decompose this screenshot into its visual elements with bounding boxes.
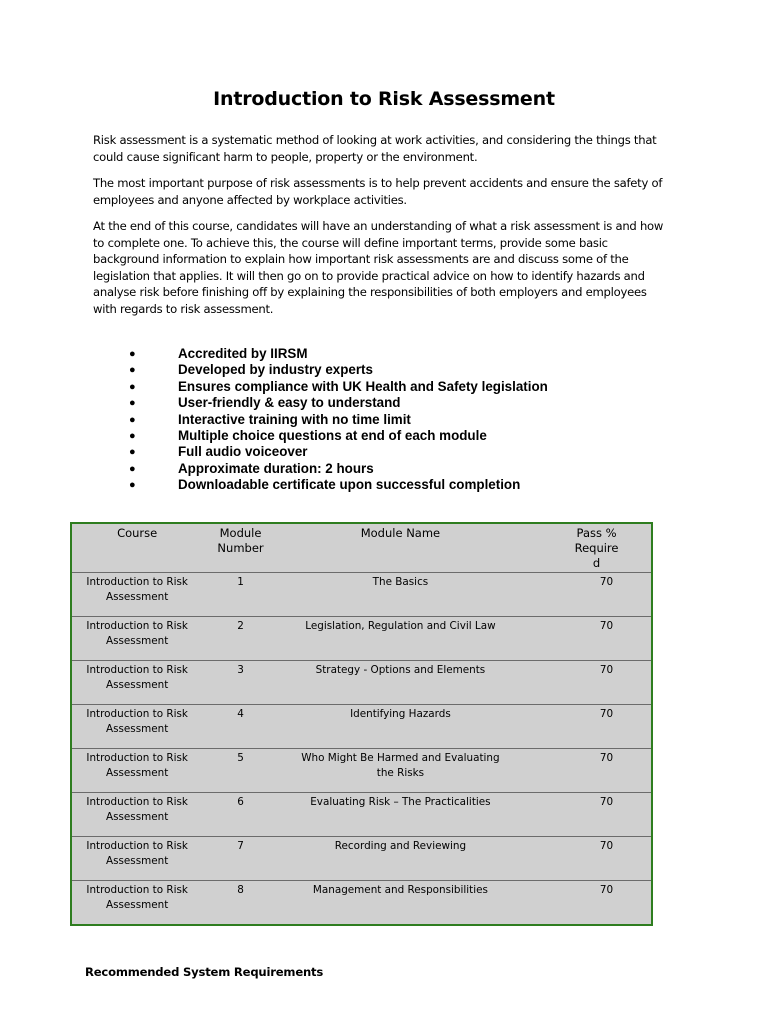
header-module-name: Module Name <box>279 524 522 573</box>
cell-module-name: Identifying Hazards <box>279 705 522 749</box>
feature-item <box>127 379 687 395</box>
table-row <box>72 573 651 617</box>
feature-text: Developed by industry experts <box>178 362 373 378</box>
cell-pass: 70 <box>522 661 651 705</box>
cell-module-number: 3 <box>202 661 278 705</box>
cell-pass: 70 <box>599 884 614 896</box>
table-row <box>72 705 651 749</box>
header-module-number <box>202 524 278 573</box>
intro-paragraph-2: The most important purpose of risk assessments is to help prevent accidents and ensure the safety of employees and anyone affected by workplace activities. <box>93 176 663 207</box>
cell-module-name: Management and Responsibilities <box>312 884 488 896</box>
bullet-icon: ● <box>129 462 136 475</box>
cell-pass: 70 <box>522 573 651 617</box>
bullet-icon: ● <box>129 479 136 492</box>
cell-module-name: Evaluating Risk – The Practicalities <box>279 793 522 837</box>
page-title: Introduction to Risk Assessment <box>213 88 555 110</box>
cell-course: Introduction to Risk Assessment <box>72 661 202 705</box>
feature-item <box>127 412 687 428</box>
feature-text: Interactive training with no time limit <box>178 411 411 427</box>
header-pass-required <box>522 524 651 573</box>
feature-text: Approximate duration: 2 hours <box>178 460 374 476</box>
feature-item <box>127 362 687 378</box>
bullet-icon: ● <box>129 397 136 410</box>
cell-module-number: 4 <box>202 705 278 749</box>
feature-text: Accredited by IIRSM <box>178 346 308 361</box>
feature-list <box>127 346 687 494</box>
bullet-icon: ● <box>129 380 136 393</box>
feature-item <box>127 346 687 362</box>
feature-text: Full audio voiceover <box>178 444 308 460</box>
system-requirements-heading: Recommended System Requirements <box>85 965 324 979</box>
cell-course: Introduction to Risk Assessment <box>72 749 202 793</box>
feature-text: Multiple choice questions at end of each module <box>178 427 487 443</box>
modules-table <box>72 524 651 924</box>
feature-item <box>127 444 687 460</box>
cell-pass: 70 <box>522 617 651 661</box>
cell-module-number: 1 <box>202 573 278 617</box>
feature-item <box>127 461 687 477</box>
feature-item <box>127 428 687 444</box>
modules-table-container <box>70 522 653 926</box>
feature-item <box>127 395 687 411</box>
bullet-icon: ● <box>129 446 136 459</box>
cell-module-number: 8 <box>237 884 244 896</box>
cell-course: Introduction to Risk Assessment <box>72 573 202 617</box>
cell-module-number: 5 <box>202 749 278 793</box>
cell-module-name: The Basics <box>279 573 522 617</box>
intro-paragraph-1: Risk assessment is a systematic method of looking at work activities, and considering the things that could cause significant harm to people, property or the environment. <box>93 133 657 164</box>
cell-pass: 70 <box>522 837 651 881</box>
cell-course: Introduction to Risk Assessment <box>72 617 202 661</box>
header-course: Course <box>72 524 202 573</box>
table-row <box>72 749 651 793</box>
cell-module-number: 6 <box>202 793 278 837</box>
feature-text: Ensures compliance with UK Health and Safety legislation <box>178 378 548 394</box>
intro-paragraph-3: At the end of this course, candidates will have an understanding of what a risk assessment is and how to complete one. To achieve this, the course will define important terms, provide some basic background information to explain how important risk assessments are and discuss some of the legislation that applies. It will then go on to provide practical advice on how to identify hazards and analyse risk before finishing off by explaining the responsibilities of both employers and employees with regards to risk assessment. <box>93 219 664 316</box>
table-row <box>72 617 651 661</box>
cell-module-name: Legislation, Regulation and Civil Law <box>279 617 522 661</box>
table-row <box>72 661 651 705</box>
bullet-icon: ● <box>129 413 136 426</box>
cell-pass: 70 <box>522 705 651 749</box>
table-header-row <box>72 524 651 573</box>
cell-module-name: Strategy - Options and Elements <box>279 661 522 705</box>
header-pass-label: Pass % Required <box>574 526 619 570</box>
table-row <box>72 881 651 925</box>
cell-module-name <box>279 749 522 793</box>
cell-module-name-text: Who Might Be Harmed and Evaluating the Risks <box>301 752 500 779</box>
feature-text: Downloadable certificate upon successful completion <box>178 477 521 493</box>
cell-module-number: 7 <box>202 837 278 881</box>
cell-module-name: Recording and Reviewing <box>279 837 522 881</box>
header-module-number-label: Module Number <box>217 526 264 555</box>
cell-course: Introduction to Risk Assessment <box>86 884 188 911</box>
bullet-icon: ● <box>129 348 136 360</box>
cell-course: Introduction to Risk Assessment <box>72 837 202 881</box>
feature-item <box>127 477 687 493</box>
feature-text: User-friendly & easy to understand <box>178 395 401 411</box>
cell-pass: 70 <box>522 749 651 793</box>
bullet-icon: ● <box>129 364 136 377</box>
cell-pass: 70 <box>522 793 651 837</box>
cell-course: Introduction to Risk Assessment <box>72 793 202 837</box>
cell-module-number: 2 <box>202 617 278 661</box>
cell-course: Introduction to Risk Assessment <box>72 705 202 749</box>
table-row <box>72 837 651 881</box>
bullet-icon: ● <box>129 429 136 442</box>
table-row <box>72 793 651 837</box>
